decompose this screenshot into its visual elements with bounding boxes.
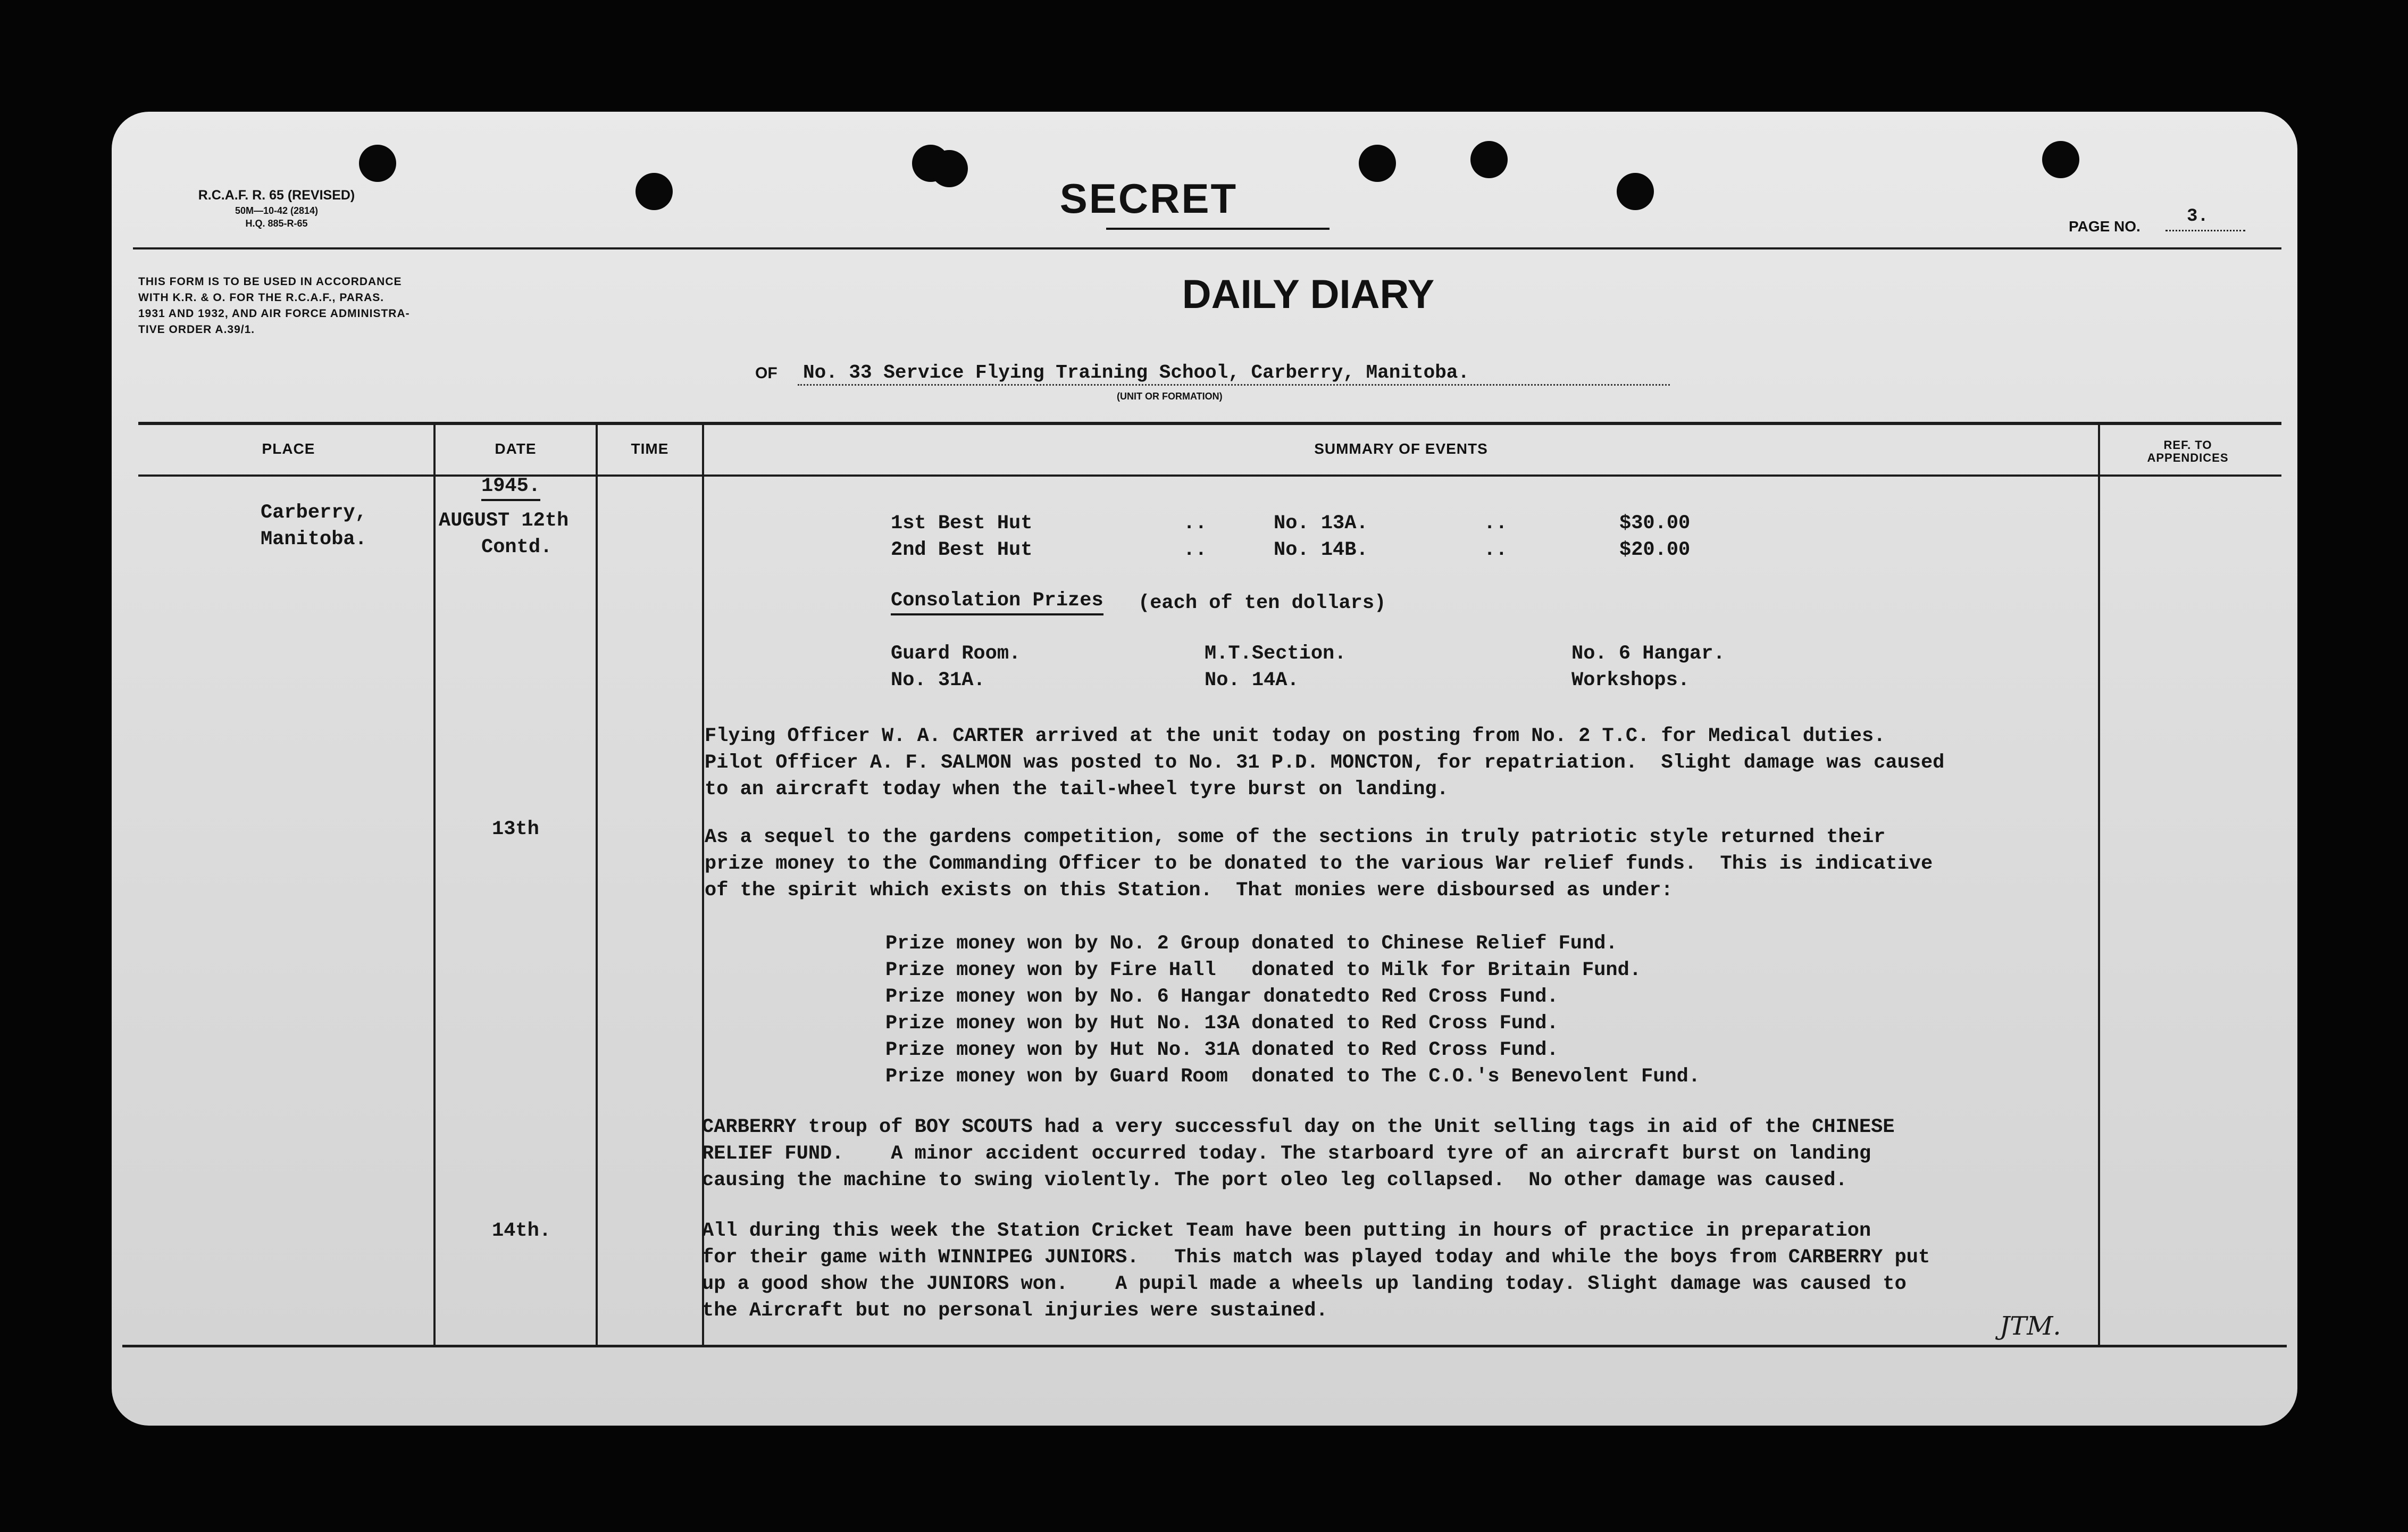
- consolation-item: Workshops.: [1571, 669, 1690, 692]
- punch-hole: [359, 145, 396, 182]
- date-year: 1945.: [481, 473, 540, 501]
- date-entry: 14th.: [492, 1220, 551, 1242]
- table-top-rule: [138, 422, 2281, 425]
- handwritten-initials: JTM.: [2000, 1311, 2061, 1341]
- ref-header-line: APPENDICES: [2147, 451, 2229, 464]
- place-entry: Carberry,: [261, 502, 367, 524]
- date-contd: Contd.: [481, 536, 553, 559]
- punch-hole: [1470, 141, 1508, 178]
- entry-line: All during this week the Station Cricket Team have been putting in hours of practice in preparation: [702, 1220, 1871, 1242]
- unit-line: [798, 384, 1670, 386]
- entry-line: for their game with WINNIPEG JUNIORS. This match was played today and while the boys from CARBERRY put: [702, 1246, 1930, 1269]
- entry-line: RELIEF FUND. A minor accident occurred today. The starboard tyre of an aircraft burst on landing: [702, 1143, 1871, 1165]
- page-number-line: [2165, 230, 2245, 231]
- entry-line: to an aircraft today when the tail-wheel tyre burst on landing.: [705, 778, 1449, 801]
- punch-hole: [1617, 173, 1654, 210]
- punch-hole: [2042, 141, 2079, 178]
- entry-line: Flying Officer W. A. CARTER arrived at the unit today on posting from No. 2 T.C. for Medical duties.: [705, 725, 1886, 747]
- prize-separator: ..: [1183, 539, 1207, 561]
- unit-caption: (UNIT OR FORMATION): [1117, 391, 1223, 402]
- column-header-ref: [2100, 439, 2276, 464]
- column-header-summary: SUMMARY OF EVENTS: [1314, 440, 1488, 457]
- table-header-rule: [138, 474, 2281, 477]
- header-rule: [133, 247, 2281, 249]
- entry-line: CARBERRY troup of BOY SCOUTS had a very successful day on the Unit selling tags in aid of the CHINESE: [702, 1116, 1895, 1138]
- form-number: R.C.A.F. R. 65 (REVISED): [198, 188, 355, 203]
- consolation-item: No. 6 Hangar.: [1571, 643, 1725, 665]
- entry-line: As a sequel to the gardens competition, some of the sections in truly patriotic style returned their: [705, 826, 1886, 848]
- entry-line: prize money to the Commanding Officer to be donated to the various War relief funds. This is indicative: [705, 853, 1933, 875]
- donation-line: Prize money won by No. 2 Group donated to Chinese Relief Fund.: [885, 932, 1618, 955]
- of-label: OF: [755, 364, 777, 382]
- column-divider: [433, 424, 436, 1346]
- entry-line: of the spirit which exists on this Station. That monies were disboursed as under:: [705, 879, 1673, 902]
- instruction-line: TIVE ORDER A.39/1.: [138, 323, 255, 336]
- page-number-value: 3.: [2187, 206, 2209, 227]
- donation-line: Prize money won by Fire Hall donated to Milk for Britain Fund.: [885, 959, 1642, 981]
- prize-hut: No. 13A.: [1274, 512, 1368, 535]
- hq-reference: H.Q. 885-R-65: [245, 218, 308, 229]
- date-entry: AUGUST 12th: [439, 510, 569, 532]
- print-code: 50M—10-42 (2814): [235, 205, 319, 216]
- prize-separator: ..: [1484, 539, 1508, 561]
- consolation-note: (each of ten dollars): [1138, 592, 1386, 614]
- column-divider: [702, 424, 704, 1346]
- consolation-item: No. 14A.: [1205, 669, 1299, 692]
- column-divider: [596, 424, 598, 1346]
- classification-heading: SECRET: [1059, 175, 1238, 222]
- entry-line: Pilot Officer A. F. SALMON was posted to No. 31 P.D. MONCTON, for repatriation. Slight damage was caused: [705, 752, 1945, 774]
- classification-underline: [1106, 228, 1330, 230]
- form-identifier: [149, 186, 404, 230]
- consolation-item: M.T.Section.: [1205, 643, 1347, 665]
- donation-line: Prize money won by No. 6 Hangar donatedto Red Cross Fund.: [885, 986, 1559, 1008]
- donation-line: Prize money won by Hut No. 13A donated to Red Cross Fund.: [885, 1012, 1559, 1035]
- consolation-item: Guard Room.: [891, 643, 1021, 665]
- punch-hole: [1359, 145, 1396, 182]
- column-header-date: DATE: [495, 440, 537, 457]
- instruction-line: THIS FORM IS TO BE USED IN ACCORDANCE: [138, 276, 402, 288]
- prize-label: 2nd Best Hut: [891, 539, 1033, 561]
- column-header-place: PLACE: [262, 440, 315, 457]
- instruction-line: WITH K.R. & O. FOR THE R.C.A.F., PARAS.: [138, 292, 384, 304]
- place-entry: Manitoba.: [261, 528, 367, 551]
- column-divider: [2098, 424, 2100, 1346]
- consolation-heading: Consolation Prizes: [891, 588, 1103, 615]
- page-number-label: PAGE NO.: [2069, 218, 2141, 235]
- punch-hole: [636, 173, 673, 210]
- prize-amount: $30.00: [1619, 512, 1691, 535]
- prize-amount: $20.00: [1619, 539, 1691, 561]
- date-entry: 13th: [492, 818, 539, 840]
- table-bottom-rule: [122, 1345, 2287, 1347]
- form-instructions: [138, 274, 537, 338]
- instruction-line: 1931 AND 1932, AND AIR FORCE ADMINISTRA-: [138, 307, 410, 320]
- consolation-item: No. 31A.: [891, 669, 985, 692]
- unit-name: No. 33 Service Flying Training School, Carberry, Manitoba.: [803, 362, 1470, 384]
- entry-line: causing the machine to swing violently. The port oleo leg collapsed. No other damage was caused.: [702, 1169, 1847, 1192]
- ref-header-line: REF. TO: [2163, 438, 2212, 452]
- prize-label: 1st Best Hut: [891, 512, 1033, 535]
- prize-separator: ..: [1484, 512, 1508, 535]
- diary-title: DAILY DIARY: [1182, 272, 1435, 317]
- entry-line: up a good show the JUNIORS won. A pupil made a wheels up landing today. Slight damage was caused to: [702, 1273, 1907, 1295]
- donation-line: Prize money won by Guard Room donated to The C.O.'s Benevolent Fund.: [885, 1065, 1701, 1088]
- entry-line: the Aircraft but no personal injuries were sustained.: [702, 1300, 1328, 1322]
- column-header-time: TIME: [631, 440, 669, 457]
- diary-form-card: [112, 112, 2297, 1426]
- donation-line: Prize money won by Hut No. 31A donated to Red Cross Fund.: [885, 1039, 1559, 1061]
- prize-separator: ..: [1183, 512, 1207, 535]
- prize-hut: No. 14B.: [1274, 539, 1368, 561]
